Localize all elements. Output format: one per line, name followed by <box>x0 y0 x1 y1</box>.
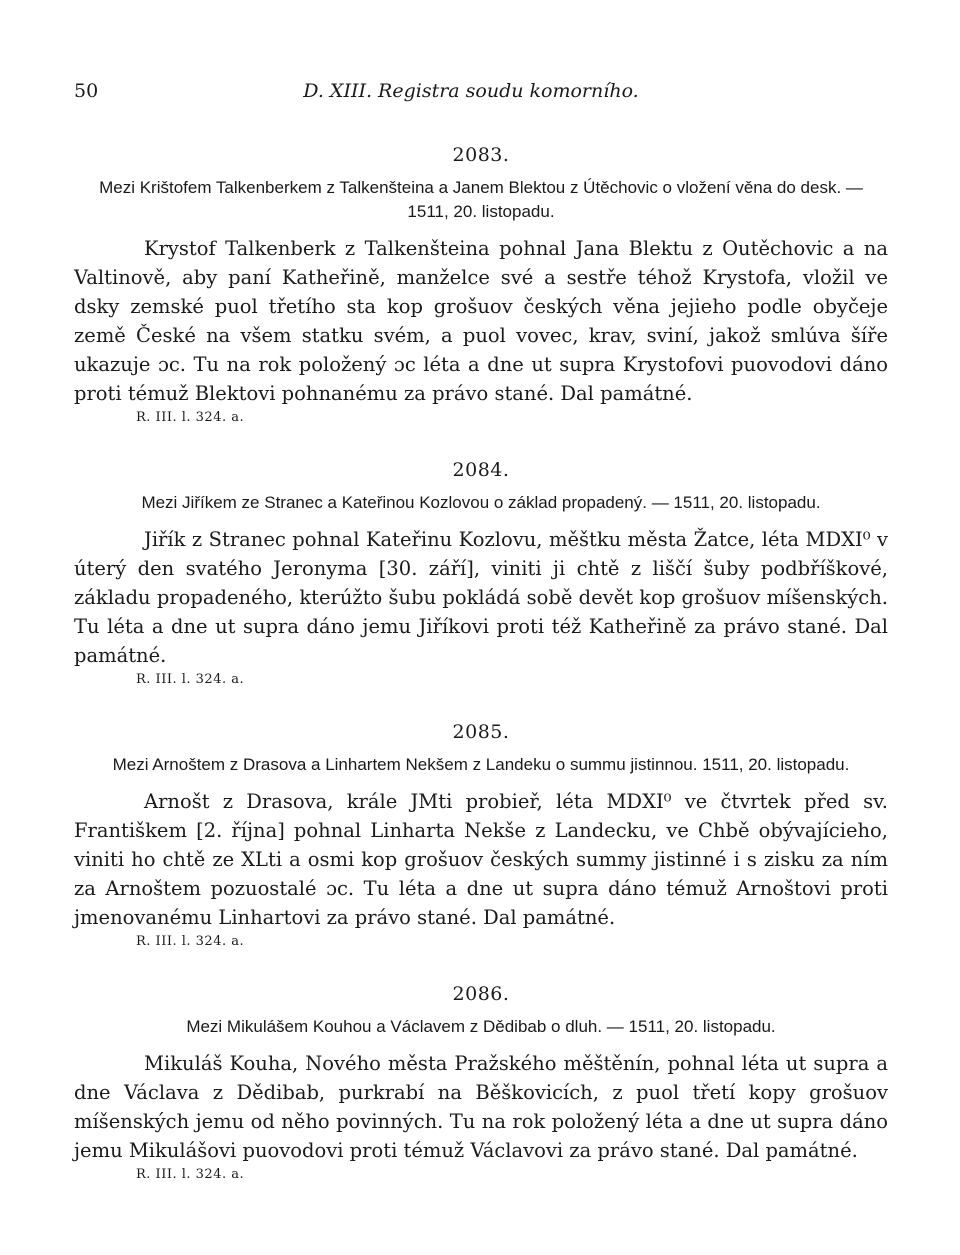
entry-heading: Mezi Krištofem Talkenberkem z Talkenšteina a Janem Blektou z Útěchovic o vložení věna do desk. — 1511, 20. listopadu. <box>99 178 863 221</box>
entry-number: 2085. <box>452 721 510 743</box>
entry-heading: Mezi Jiříkem ze Stranec a Kateřinou Kozlovou o základ propadený. — 1511, 20. listopadu. <box>141 493 821 512</box>
entry-number: 2086. <box>452 983 510 1005</box>
entry-source-reference: R. III. l. 324. a. <box>136 672 245 687</box>
entry-body: Arnošt z Drasova, krále JMti probieř, léta MDXI⁰ ve čtvrtek před sv. Františkem [2. října] pohnal Linharta Nekše z Landecku, ve Chbě obývajícieho, viniti ho chtě ze XLti a osmi kop grošuov českých summy jistinné i s zisku za ním za Arnoštem pozuostalé ɔc. Tu léta a dne ut supra dáno témuž Arnoštovi proti jmenovanému Linhartovi za právo stané. Dal památné. <box>74 790 888 929</box>
page-number: 50 <box>74 80 99 102</box>
entry-2084 <box>74 459 888 687</box>
entry-2085 <box>74 721 888 949</box>
running-title: D. XIII. Registra soudu komorního. <box>303 80 639 102</box>
entry-source-reference: R. III. l. 324. a. <box>136 934 245 949</box>
entry-source-reference: R. III. l. 324. a. <box>136 1167 245 1182</box>
entry-number: 2083. <box>452 144 510 166</box>
entry-source-reference: R. III. l. 324. a. <box>136 410 245 425</box>
entry-heading: Mezi Mikulášem Kouhou a Václavem z Dědibab o dluh. — 1511, 20. listopadu. <box>186 1017 776 1036</box>
entry-2083 <box>74 144 888 425</box>
entry-body: Mikuláš Kouha, Nového města Pražského měštěnín, pohnal léta ut supra a dne Václava z Dědibab, purkrabí na Běškovicích, z puol třetí kopy grošuov míšenských jemu od něho povinných. Tu na rok položený léta a dne ut supra dáno jemu Mikulášovi puovodovi proti témuž Václavovi za právo stané. Dal památné. <box>74 1052 888 1162</box>
entry-number: 2084. <box>452 459 510 481</box>
entry-body: Krystof Talkenberk z Talkenšteina pohnal Jana Blektu z Outěchovic a na Valtinově, aby paní Katheřině, manželce své a sestře téhož Krystofa, vložil ve dsky zemské puol třetího sta kop grošuov českých věna jejieho podle obyčeje země České na všem statku svém, a puol vovec, krav, sviní, jakož smlúva šíře ukazuje ɔc. Tu na rok položený ɔc léta a dne ut supra Krystofovi puovodovi dáno proti témuž Blektovi pohnanému za právo stané. Dal památné. <box>74 237 888 405</box>
entry-heading: Mezi Arnoštem z Drasova a Linhartem Nekšem z Landeku o summu jistinnou. 1511, 20. listopadu. <box>112 755 850 774</box>
entry-body: Jiřík z Stranec pohnal Kateřinu Kozlovu, měštku města Žatce, léta MDXI⁰ v úterý den svatého Jeronyma [30. září], viniti ji chtě z liščí šuby podbříškové, základu propadeného, kterúžto šubu pokládá sobě devět kop grošuov míšenských. Tu léta a dne ut supra dáno jemu Jiříkovi proti též Katheřině za právo stané. Dal památné. <box>74 528 888 667</box>
document-page <box>74 80 888 1182</box>
running-head <box>74 80 888 110</box>
entry-2086 <box>74 983 888 1182</box>
